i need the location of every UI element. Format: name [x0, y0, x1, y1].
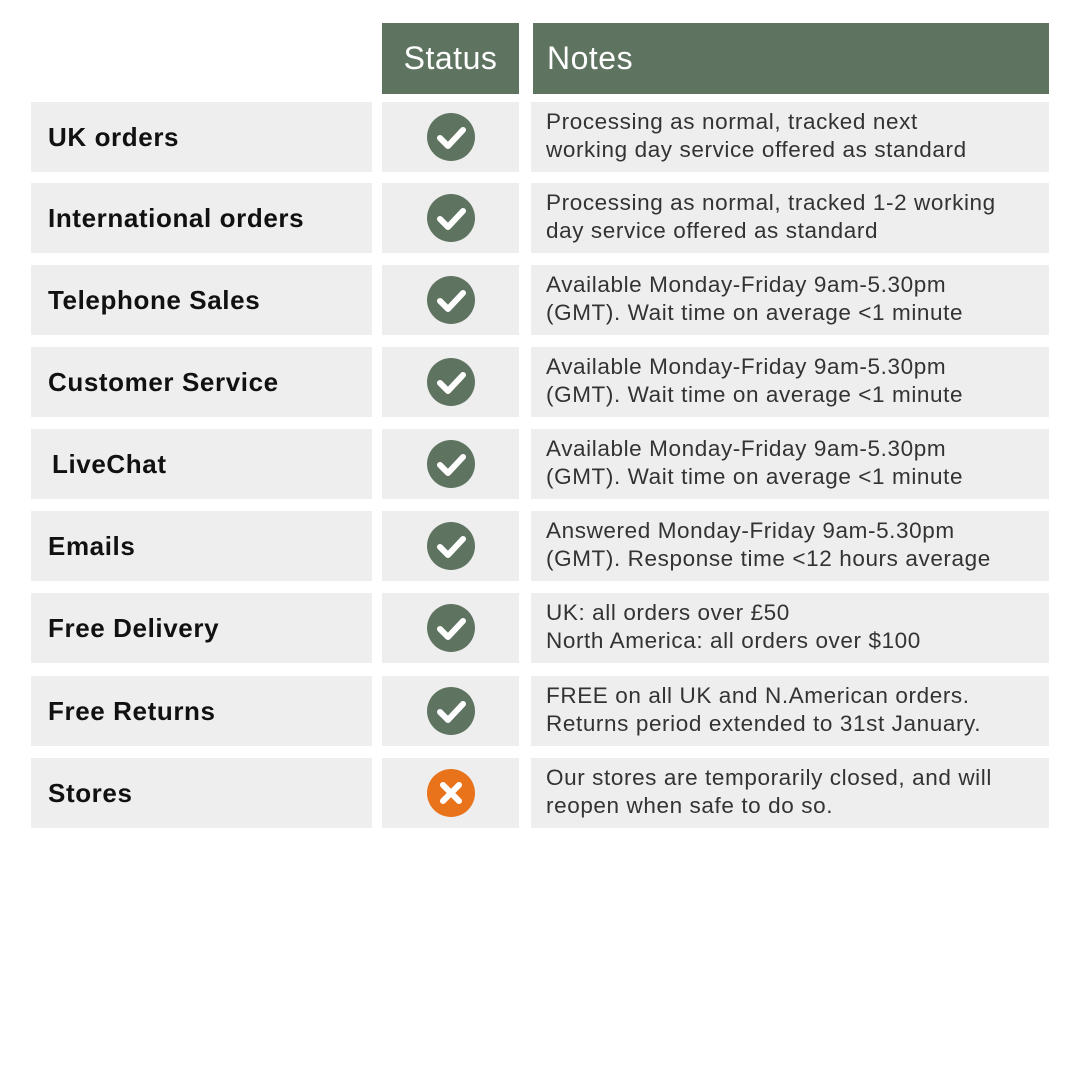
notes-line: UK: all orders over £50 [546, 600, 790, 625]
row-notes [531, 102, 1049, 172]
notes-line: Available Monday-Friday 9am-5.30pm [546, 272, 947, 297]
check-circle-icon [427, 440, 475, 488]
check-circle-icon [427, 113, 475, 161]
status-cell [382, 183, 519, 253]
status-cell [382, 347, 519, 417]
row-notes [531, 347, 1049, 417]
notes-line: reopen when safe to do so. [546, 793, 834, 818]
row-label: Telephone Sales [31, 265, 372, 335]
notes-line: Available Monday-Friday 9am-5.30pm [546, 354, 947, 379]
status-cell [382, 758, 519, 828]
status-cell [382, 102, 519, 172]
row-notes [531, 758, 1049, 828]
table-row [0, 265, 1080, 335]
row-label: Stores [31, 758, 372, 828]
row-notes [531, 593, 1049, 663]
notes-line: Available Monday-Friday 9am-5.30pm [546, 436, 947, 461]
check-circle-icon [427, 276, 475, 324]
row-notes [531, 183, 1049, 253]
row-label: Free Delivery [31, 593, 372, 663]
row-notes [531, 429, 1049, 499]
row-notes [531, 676, 1049, 746]
notes-line: (GMT). Response time <12 hours average [546, 546, 991, 571]
notes-column-header: Notes [533, 23, 1049, 94]
notes-line: Returns period extended to 31st January. [546, 711, 982, 736]
table-row [0, 593, 1080, 663]
notes-line: (GMT). Wait time on average <1 minute [546, 464, 964, 489]
x-circle-icon [427, 769, 475, 817]
table-row [0, 758, 1080, 828]
check-circle-icon [427, 194, 475, 242]
status-cell [382, 676, 519, 746]
table-row [0, 676, 1080, 746]
status-cell [382, 593, 519, 663]
notes-line: (GMT). Wait time on average <1 minute [546, 382, 964, 407]
status-cell [382, 511, 519, 581]
notes-line: day service offered as standard [546, 218, 879, 243]
status-column-header: Status [382, 23, 519, 94]
row-label: LiveChat [31, 429, 372, 499]
notes-line: FREE on all UK and N.American orders. [546, 683, 970, 708]
notes-line: Processing as normal, tracked 1-2 working [546, 190, 996, 215]
row-label: UK orders [31, 102, 372, 172]
notes-line: (GMT). Wait time on average <1 minute [546, 300, 964, 325]
table-row [0, 183, 1080, 253]
row-label: Customer Service [31, 347, 372, 417]
notes-line: North America: all orders over $100 [546, 628, 921, 653]
table-row [0, 429, 1080, 499]
row-notes [531, 511, 1049, 581]
row-label: Emails [31, 511, 372, 581]
notes-line: working day service offered as standard [546, 137, 967, 162]
check-circle-icon [427, 604, 475, 652]
check-circle-icon [427, 687, 475, 735]
check-circle-icon [427, 522, 475, 570]
notes-line: Answered Monday-Friday 9am-5.30pm [546, 518, 955, 543]
notes-line: Processing as normal, tracked next [546, 109, 918, 134]
status-cell [382, 265, 519, 335]
table-row [0, 347, 1080, 417]
status-cell [382, 429, 519, 499]
notes-line: Our stores are temporarily closed, and will [546, 765, 992, 790]
row-label: Free Returns [31, 676, 372, 746]
row-label: International orders [31, 183, 372, 253]
table-row [0, 102, 1080, 172]
check-circle-icon [427, 358, 475, 406]
row-notes [531, 265, 1049, 335]
table-row [0, 511, 1080, 581]
